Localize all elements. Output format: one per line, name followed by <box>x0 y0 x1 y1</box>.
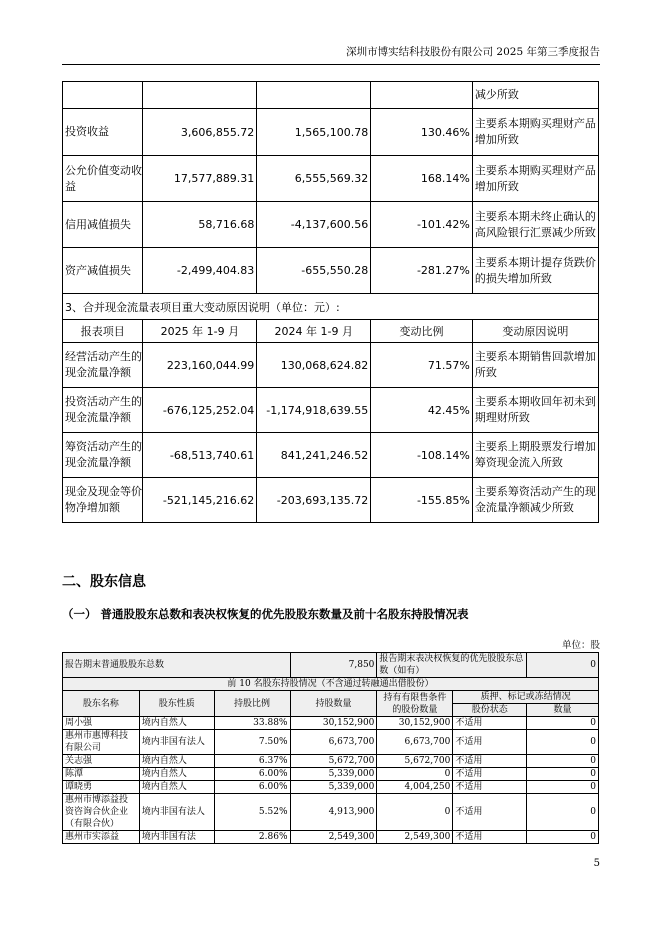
column-header: 2025 年 1-9 月 <box>143 320 257 343</box>
pref-label: 报告期末表决权恢复的优先股股东总数（如有） <box>377 653 527 678</box>
current-cell: -2,499,404.83 <box>143 248 257 294</box>
table-row <box>63 831 599 844</box>
current-cell: 17,577,889.31 <box>143 156 257 202</box>
table-row <box>63 794 599 831</box>
reason-cell: 主要系本期销售回款增加所致 <box>472 343 598 388</box>
table-row <box>63 730 599 755</box>
item-cell: 资产减值损失 <box>63 248 143 294</box>
reason-cell: 减少所致 <box>472 82 598 109</box>
item-cell: 公允价值变动收益 <box>63 156 143 202</box>
qty-cell: 2,549,300 <box>290 831 377 844</box>
item-cell: 信用减值损失 <box>63 202 143 248</box>
table-row <box>63 156 599 202</box>
page-header: 深圳市博实结科技股份有限公司 2025 年第三季度报告 <box>346 46 600 58</box>
financial-changes-table <box>62 81 599 523</box>
status-cell: 不适用 <box>453 717 527 730</box>
amount-cell: 0 <box>527 831 599 844</box>
table-row <box>63 768 599 781</box>
ratio-cell: 6.00% <box>214 781 290 794</box>
item-cell: 经营活动产生的现金流量净额 <box>63 343 143 388</box>
prior-cell: 841,241,246.52 <box>257 433 371 478</box>
change-cell: 130.46% <box>371 109 473 156</box>
column-header: 2024 年 1-9 月 <box>257 320 371 343</box>
nature-cell: 境内自然人 <box>139 781 214 794</box>
ratio-cell: 6.37% <box>214 755 290 768</box>
reason-cell: 主要系本期收回年初未到期理财所致 <box>472 388 598 433</box>
column-header: 质押、标记或冻结情况 <box>453 691 599 704</box>
prior-cell: -4,137,600.56 <box>257 202 371 248</box>
reason-cell: 主要系本期计提存货跌价的损失增加所致 <box>472 248 598 294</box>
status-cell: 不适用 <box>453 730 527 755</box>
name-cell: 惠州市实添益 <box>63 831 140 844</box>
unit-label: 单位：股 <box>561 640 600 651</box>
current-cell: 3,606,855.72 <box>143 109 257 156</box>
total-label: 报告期末普通股股东总数 <box>63 653 291 678</box>
name-cell: 惠州市惠博科技有限公司 <box>63 730 140 755</box>
reason-cell: 主要系上期股票发行增加筹资现金流入所致 <box>472 433 598 478</box>
status-cell: 不适用 <box>453 768 527 781</box>
qty-cell: 6,673,700 <box>290 730 377 755</box>
current-cell: -68,513,740.61 <box>143 433 257 478</box>
table-row <box>63 202 599 248</box>
header-row <box>63 691 599 704</box>
column-header: 变动比例 <box>371 320 473 343</box>
change-cell: -155.85% <box>371 478 473 523</box>
nature-cell: 境内自然人 <box>139 768 214 781</box>
change-cell: 71.57% <box>371 343 473 388</box>
prior-cell <box>257 82 371 109</box>
ratio-cell: 2.86% <box>214 831 290 844</box>
amount-cell: 0 <box>527 794 599 831</box>
table-row <box>63 478 599 523</box>
amount-cell: 0 <box>527 730 599 755</box>
nature-cell: 境内非国有法人 <box>139 794 214 831</box>
reason-cell: 主要系本期未终止确认的高风险银行汇票减少所致 <box>472 202 598 248</box>
amount-cell: 0 <box>527 717 599 730</box>
prior-cell: 1,565,100.78 <box>257 109 371 156</box>
page-number: 5 <box>593 858 600 869</box>
ratio-cell: 7.50% <box>214 730 290 755</box>
prior-cell: -203,693,135.72 <box>257 478 371 523</box>
nature-cell: 境内自然人 <box>139 717 214 730</box>
table-row <box>63 109 599 156</box>
column-header: 持股比例 <box>214 691 290 717</box>
status-cell: 不适用 <box>453 794 527 831</box>
table-row <box>63 433 599 478</box>
header-rule <box>62 64 600 65</box>
top10-title: 前 10 名股东持股情况（不含通过转融通出借股份） <box>63 678 599 691</box>
prior-cell: 130,068,624.82 <box>257 343 371 388</box>
column-header: 数量 <box>527 704 599 717</box>
table-row <box>63 388 599 433</box>
restricted-cell: 4,004,250 <box>377 781 453 794</box>
amount-cell: 0 <box>527 768 599 781</box>
pref-value: 0 <box>527 653 599 678</box>
qty-cell: 30,152,900 <box>290 717 377 730</box>
name-cell: 谭晓勇 <box>63 781 140 794</box>
name-cell: 关志强 <box>63 755 140 768</box>
status-cell: 不适用 <box>453 755 527 768</box>
table-row <box>63 781 599 794</box>
current-cell: 223,160,044.99 <box>143 343 257 388</box>
current-cell: 58,716.68 <box>143 202 257 248</box>
cashflow-section-title: 3、合并现金流量表项目重大变动原因说明（单位：元）: <box>63 294 599 320</box>
header-row <box>63 320 599 343</box>
shareholders-table <box>62 652 599 844</box>
column-header: 股东性质 <box>139 691 214 717</box>
table-row <box>63 755 599 768</box>
section-row <box>63 294 599 320</box>
ratio-cell: 6.00% <box>214 768 290 781</box>
prior-cell: -655,550.28 <box>257 248 371 294</box>
status-cell: 不适用 <box>453 831 527 844</box>
column-header: 持股数量 <box>290 691 377 717</box>
column-header: 股东名称 <box>63 691 140 717</box>
current-cell: -676,125,252.04 <box>143 388 257 433</box>
column-header: 报表项目 <box>63 320 143 343</box>
section-title: 二、股东信息 <box>62 574 146 590</box>
change-cell: -108.14% <box>371 433 473 478</box>
qty-cell: 4,913,900 <box>290 794 377 831</box>
restricted-cell: 0 <box>377 794 453 831</box>
ratio-cell: 33.88% <box>214 717 290 730</box>
ratio-cell: 5.52% <box>214 794 290 831</box>
nature-cell: 境内自然人 <box>139 755 214 768</box>
restricted-cell: 5,672,700 <box>377 755 453 768</box>
item-cell: 投资活动产生的现金流量净额 <box>63 388 143 433</box>
name-cell: 惠州市博添益投资咨询合伙企业（有限合伙） <box>63 794 140 831</box>
table-row <box>63 82 599 109</box>
nature-cell: 境内非国有法 <box>139 831 214 844</box>
table-row <box>63 248 599 294</box>
change-cell: 42.45% <box>371 388 473 433</box>
change-cell: -281.27% <box>371 248 473 294</box>
reason-cell: 主要系筹资活动产生的现金流量净额减少所致 <box>472 478 598 523</box>
current-cell: -521,145,216.62 <box>143 478 257 523</box>
total-value: 7,850 <box>290 653 377 678</box>
qty-cell: 5,672,700 <box>290 755 377 768</box>
change-cell: 168.14% <box>371 156 473 202</box>
prior-cell: 6,555,569.32 <box>257 156 371 202</box>
column-header: 持有有限售条件的股份数量 <box>377 691 453 717</box>
current-cell <box>143 82 257 109</box>
qty-cell: 5,339,000 <box>290 768 377 781</box>
top10-title-row <box>63 678 599 691</box>
name-cell: 陈潭 <box>63 768 140 781</box>
restricted-cell: 2,549,300 <box>377 831 453 844</box>
column-header: 变动原因说明 <box>472 320 598 343</box>
restricted-cell: 30,152,900 <box>377 717 453 730</box>
name-cell: 周小强 <box>63 717 140 730</box>
nature-cell: 境内非国有法人 <box>139 730 214 755</box>
reason-cell: 主要系本期购买理财产品增加所致 <box>472 109 598 156</box>
restricted-cell: 0 <box>377 768 453 781</box>
column-header: 股份状态 <box>453 704 527 717</box>
reason-cell: 主要系本期购买理财产品增加所致 <box>472 156 598 202</box>
totals-row <box>63 653 599 678</box>
status-cell: 不适用 <box>453 781 527 794</box>
item-cell: 筹资活动产生的现金流量净额 <box>63 433 143 478</box>
restricted-cell: 6,673,700 <box>377 730 453 755</box>
amount-cell: 0 <box>527 755 599 768</box>
change-cell <box>371 82 473 109</box>
item-cell: 投资收益 <box>63 109 143 156</box>
subsection-title: （一） 普通股股东总数和表决权恢复的优先股股东数量及前十名股东持股情况表 <box>62 607 469 621</box>
change-cell: -101.42% <box>371 202 473 248</box>
amount-cell: 0 <box>527 781 599 794</box>
table-row <box>63 343 599 388</box>
item-cell: 现金及现金等价物净增加额 <box>63 478 143 523</box>
qty-cell: 5,339,000 <box>290 781 377 794</box>
prior-cell: -1,174,918,639.55 <box>257 388 371 433</box>
table-row <box>63 717 599 730</box>
item-cell <box>63 82 143 109</box>
